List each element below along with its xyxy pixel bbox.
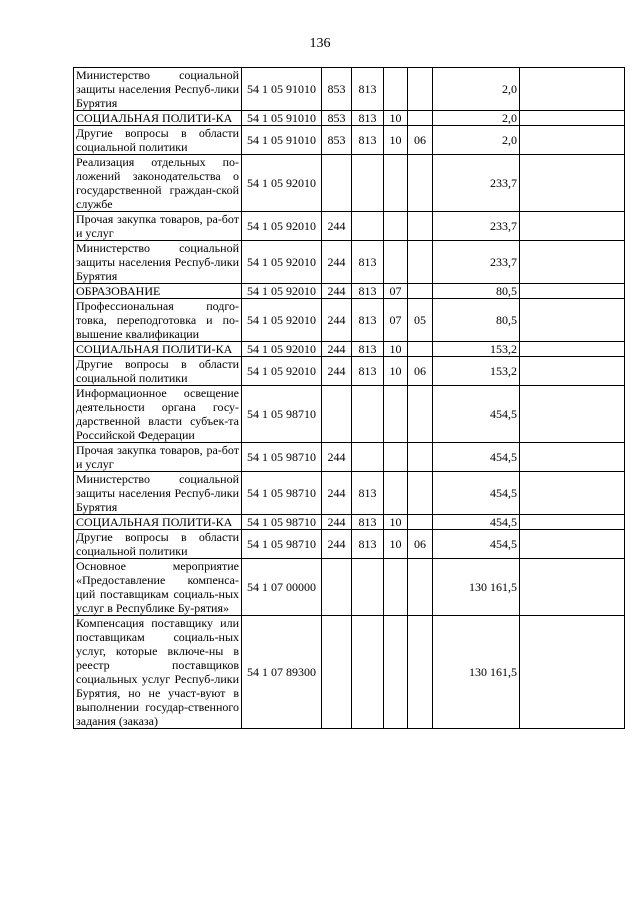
row-ministry-code bbox=[352, 386, 384, 443]
row-amount: 2,0 bbox=[433, 126, 520, 155]
row-target-code: 54 1 07 89300 bbox=[242, 616, 322, 729]
row-ministry-code: 813 bbox=[352, 241, 384, 284]
row-name: Другие вопросы в области социальной политики bbox=[74, 126, 242, 155]
table-row bbox=[74, 559, 625, 616]
row-empty-cell bbox=[520, 241, 625, 284]
row-empty-cell bbox=[520, 68, 625, 111]
table-row bbox=[74, 616, 625, 729]
row-name: СОЦИАЛЬНАЯ ПОЛИТИ-КА bbox=[74, 111, 242, 126]
row-target-code: 54 1 05 98710 bbox=[242, 530, 322, 559]
row-target-code: 54 1 05 98710 bbox=[242, 386, 322, 443]
row-target-code: 54 1 05 92010 bbox=[242, 241, 322, 284]
row-name: Министерство социальной защиты населения Респуб-лики Бурятия bbox=[74, 472, 242, 515]
row-target-code: 54 1 05 92010 bbox=[242, 212, 322, 241]
row-amount: 454,5 bbox=[433, 530, 520, 559]
table-row bbox=[74, 357, 625, 386]
row-subsection: 06 bbox=[408, 530, 433, 559]
row-section bbox=[384, 559, 408, 616]
table-row bbox=[74, 299, 625, 342]
row-amount: 80,5 bbox=[433, 284, 520, 299]
table-row bbox=[74, 126, 625, 155]
row-amount: 80,5 bbox=[433, 299, 520, 342]
row-target-code: 54 1 05 92010 bbox=[242, 299, 322, 342]
row-name: Прочая закупка товаров, ра-бот и услуг bbox=[74, 212, 242, 241]
row-amount: 454,5 bbox=[433, 472, 520, 515]
table-row bbox=[74, 111, 625, 126]
row-subsection: 06 bbox=[408, 357, 433, 386]
row-ministry-code bbox=[352, 155, 384, 212]
row-target-code: 54 1 05 92010 bbox=[242, 155, 322, 212]
row-section bbox=[384, 241, 408, 284]
row-empty-cell bbox=[520, 299, 625, 342]
row-amount: 233,7 bbox=[433, 241, 520, 284]
table-row bbox=[74, 386, 625, 443]
row-ministry-code: 813 bbox=[352, 111, 384, 126]
page-number: 136 bbox=[309, 36, 331, 51]
row-name: Информационное освещение деятельности органа госу-дарственной власти субъек-та Российской Федерации bbox=[74, 386, 242, 443]
row-empty-cell bbox=[520, 126, 625, 155]
row-expense-type: 244 bbox=[322, 241, 352, 284]
budget-table-body bbox=[74, 68, 625, 729]
row-subsection bbox=[408, 386, 433, 443]
row-subsection bbox=[408, 515, 433, 530]
row-name: Реализация отдельных по-ложений законодательства о государственной граждан-ской службе bbox=[74, 155, 242, 212]
row-ministry-code: 813 bbox=[352, 68, 384, 111]
row-ministry-code: 813 bbox=[352, 284, 384, 299]
row-name: СОЦИАЛЬНАЯ ПОЛИТИ-КА bbox=[74, 515, 242, 530]
row-section bbox=[384, 616, 408, 729]
row-section bbox=[384, 472, 408, 515]
row-amount: 2,0 bbox=[433, 68, 520, 111]
row-expense-type: 244 bbox=[322, 299, 352, 342]
row-subsection bbox=[408, 68, 433, 111]
row-subsection bbox=[408, 155, 433, 212]
row-target-code: 54 1 05 92010 bbox=[242, 342, 322, 357]
row-expense-type: 244 bbox=[322, 284, 352, 299]
row-expense-type: 244 bbox=[322, 342, 352, 357]
row-ministry-code: 813 bbox=[352, 472, 384, 515]
row-amount: 2,0 bbox=[433, 111, 520, 126]
row-section: 10 bbox=[384, 530, 408, 559]
row-name: СОЦИАЛЬНАЯ ПОЛИТИ-КА bbox=[74, 342, 242, 357]
table-row bbox=[74, 472, 625, 515]
row-empty-cell bbox=[520, 357, 625, 386]
row-subsection bbox=[408, 241, 433, 284]
row-amount: 233,7 bbox=[433, 212, 520, 241]
row-amount: 130 161,5 bbox=[433, 559, 520, 616]
row-subsection bbox=[408, 559, 433, 616]
row-name: Компенсация поставщику или поставщикам социаль-ных услуг, которые включе-ны в реестр поставщиков социальных услуг Респуб-лики Бурятия, но не участ-вуют в выполнении государ-ственного задания (заказа) bbox=[74, 616, 242, 729]
row-subsection bbox=[408, 111, 433, 126]
table-row bbox=[74, 342, 625, 357]
row-target-code: 54 1 05 91010 bbox=[242, 111, 322, 126]
row-expense-type bbox=[322, 155, 352, 212]
row-subsection bbox=[408, 342, 433, 357]
table-row bbox=[74, 284, 625, 299]
row-section bbox=[384, 386, 408, 443]
row-amount: 454,5 bbox=[433, 443, 520, 472]
row-ministry-code: 813 bbox=[352, 530, 384, 559]
row-empty-cell bbox=[520, 559, 625, 616]
row-ministry-code: 813 bbox=[352, 357, 384, 386]
row-target-code: 54 1 05 98710 bbox=[242, 515, 322, 530]
row-subsection bbox=[408, 616, 433, 729]
table-row bbox=[74, 443, 625, 472]
row-empty-cell bbox=[520, 616, 625, 729]
row-section: 10 bbox=[384, 111, 408, 126]
row-target-code: 54 1 05 92010 bbox=[242, 284, 322, 299]
row-section: 07 bbox=[384, 299, 408, 342]
row-target-code: 54 1 07 00000 bbox=[242, 559, 322, 616]
row-name: Другие вопросы в области социальной политики bbox=[74, 357, 242, 386]
row-target-code: 54 1 05 98710 bbox=[242, 472, 322, 515]
row-ministry-code bbox=[352, 616, 384, 729]
row-target-code: 54 1 05 92010 bbox=[242, 357, 322, 386]
row-name: Министерство социальной защиты населения Респуб-лики Бурятия bbox=[74, 68, 242, 111]
row-expense-type: 244 bbox=[322, 357, 352, 386]
row-name: Профессиональная подго-товка, переподготовка и по-вышение квалификации bbox=[74, 299, 242, 342]
table-row bbox=[74, 530, 625, 559]
row-empty-cell bbox=[520, 443, 625, 472]
row-ministry-code: 813 bbox=[352, 299, 384, 342]
row-section bbox=[384, 68, 408, 111]
row-ministry-code: 813 bbox=[352, 126, 384, 155]
row-empty-cell bbox=[520, 515, 625, 530]
row-ministry-code: 813 bbox=[352, 342, 384, 357]
row-empty-cell bbox=[520, 155, 625, 212]
row-expense-type: 244 bbox=[322, 212, 352, 241]
row-subsection bbox=[408, 472, 433, 515]
row-amount: 130 161,5 bbox=[433, 616, 520, 729]
row-expense-type: 853 bbox=[322, 111, 352, 126]
row-subsection: 06 bbox=[408, 126, 433, 155]
row-section: 10 bbox=[384, 357, 408, 386]
row-ministry-code bbox=[352, 559, 384, 616]
row-empty-cell bbox=[520, 530, 625, 559]
row-name: Другие вопросы в области социальной политики bbox=[74, 530, 242, 559]
row-name: Основное мероприятие «Предоставление компенса-ций поставщикам социаль-ных услуг в Республике Бу-рятия» bbox=[74, 559, 242, 616]
row-expense-type bbox=[322, 559, 352, 616]
row-section: 10 bbox=[384, 126, 408, 155]
row-ministry-code bbox=[352, 443, 384, 472]
budget-table bbox=[73, 67, 625, 729]
row-expense-type: 853 bbox=[322, 68, 352, 111]
row-empty-cell bbox=[520, 342, 625, 357]
row-name: Министерство социальной защиты населения Респуб-лики Бурятия bbox=[74, 241, 242, 284]
row-target-code: 54 1 05 91010 bbox=[242, 68, 322, 111]
row-expense-type bbox=[322, 616, 352, 729]
row-subsection bbox=[408, 443, 433, 472]
row-name: Прочая закупка товаров, ра-бот и услуг bbox=[74, 443, 242, 472]
row-empty-cell bbox=[520, 386, 625, 443]
row-section bbox=[384, 155, 408, 212]
row-target-code: 54 1 05 98710 bbox=[242, 443, 322, 472]
row-expense-type: 244 bbox=[322, 530, 352, 559]
row-amount: 153,2 bbox=[433, 342, 520, 357]
table-row bbox=[74, 68, 625, 111]
row-target-code: 54 1 05 91010 bbox=[242, 126, 322, 155]
row-empty-cell bbox=[520, 212, 625, 241]
row-ministry-code: 813 bbox=[352, 515, 384, 530]
row-expense-type: 244 bbox=[322, 443, 352, 472]
row-empty-cell bbox=[520, 111, 625, 126]
row-section bbox=[384, 443, 408, 472]
row-subsection: 05 bbox=[408, 299, 433, 342]
row-expense-type bbox=[322, 386, 352, 443]
table-row bbox=[74, 241, 625, 284]
table-row bbox=[74, 515, 625, 530]
row-expense-type: 853 bbox=[322, 126, 352, 155]
row-empty-cell bbox=[520, 284, 625, 299]
row-amount: 454,5 bbox=[433, 386, 520, 443]
row-section: 10 bbox=[384, 342, 408, 357]
row-empty-cell bbox=[520, 472, 625, 515]
table-row bbox=[74, 212, 625, 241]
table-row bbox=[74, 155, 625, 212]
row-section: 07 bbox=[384, 284, 408, 299]
row-subsection bbox=[408, 284, 433, 299]
row-expense-type: 244 bbox=[322, 472, 352, 515]
row-section bbox=[384, 212, 408, 241]
row-amount: 233,7 bbox=[433, 155, 520, 212]
row-section: 10 bbox=[384, 515, 408, 530]
row-ministry-code bbox=[352, 212, 384, 241]
row-amount: 153,2 bbox=[433, 357, 520, 386]
row-amount: 454,5 bbox=[433, 515, 520, 530]
row-subsection bbox=[408, 212, 433, 241]
row-expense-type: 244 bbox=[322, 515, 352, 530]
row-name: ОБРАЗОВАНИЕ bbox=[74, 284, 242, 299]
